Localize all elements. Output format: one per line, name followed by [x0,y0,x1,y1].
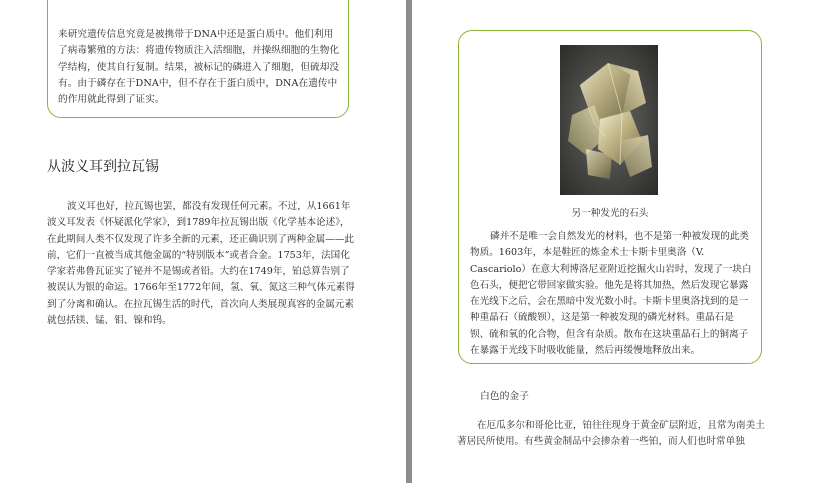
right-page [412,0,820,483]
barite-crystal-photo [560,45,658,195]
left-page [0,0,406,483]
photo-caption: 另一种发光的石头 [571,208,649,219]
body-paragraph: 波义耳也好，拉瓦锡也罢，都没有发现任何元素。不过，从1661年波义耳发表《怀疑派化学家》，到1789年拉瓦锡出版《化学基本论述》，在此期间人类不仅发现了许多全新的元素，还正确识别了两种金属——此前，它们一直被当成其他金属的“特别版本”或者合金。1753年，法国化学家若弗鲁瓦证实了铋并不是锡或者铅。大约在1749年，铂总算告别了被误认为银的命运。1766年至1772年间，氢、氧、氮这三种气体元素得到了分离和确认。在拉瓦锡生活的时代，首次向人类展现真容的金属元素就包括镁、锰、钼、镍和钨。 [47,201,355,327]
body-text-block [457,418,771,451]
sidebar-text-block [58,27,342,108]
section-heading: 从波义耳到拉瓦锡 [47,159,159,175]
sidebar-paragraph: 磷并不是唯一会自然发光的材料，也不是第一种被发现的此类物质。1603年，本是鞋匠的炼金术士卡斯卡里奥洛（V. Cascariolo）在意大利博洛尼亚附近挖掘火山岩时，发现了一块白色石头，便把它带回家做实验。他先是将其加热，然后发现它暴露在光线下之后，会在黑暗中发光数小时。卡斯卡里奥洛找到的是一种重晶石（硫酸钡），这是第一种被发现的磷光材料。重晶石是钡、硫和氧的化合物，但含有杂质。散布在这块重晶石上的铜离子在暴露于光线下时吸收能量，然后再缓慢地释放出来。 [470,231,752,357]
section-subheading: 白色的金子 [480,391,529,402]
crystal-image [560,45,658,195]
sidebar-paragraph: 来研究遗传信息究竟是被携带于DNA中还是蛋白质中。他们利用了病毒繁殖的方法：将遗传物质注入活细胞，并操纵细胞的生物化学结构，使其自行复制。结果，被标记的磷进入了细胞，但硫却没有。由于磷存在于DNA中，但不存在于蛋白质中，DNA在遗传中的作用就此得到了证实。 [58,29,340,106]
sidebar-text-block [470,229,752,359]
body-paragraph: 在厄瓜多尔和哥伦比亚，铂往往现身于黄金矿层附近，且常为南美土著居民所使用。有些黄金制品中会掺杂着一些铂，而人们也时常单独 [457,420,765,448]
body-text-block [47,199,359,329]
